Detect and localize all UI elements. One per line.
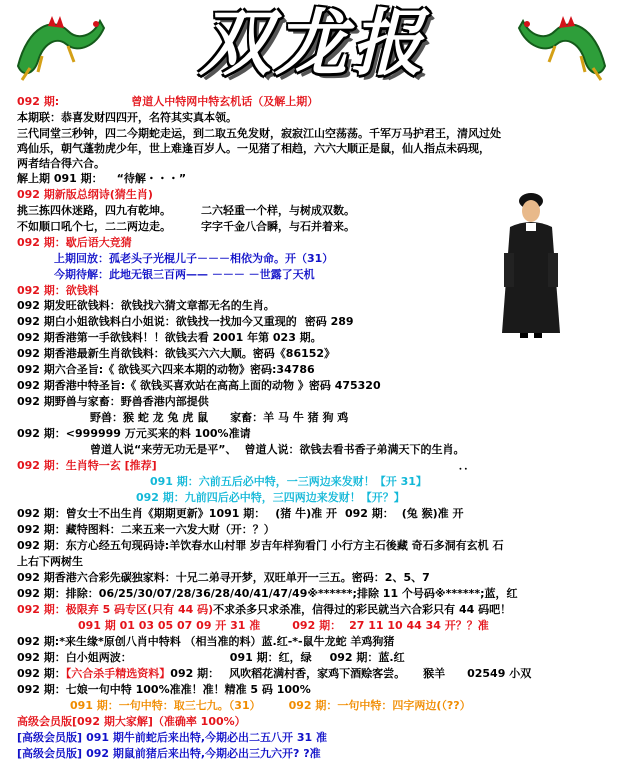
money-line-2: [17, 314, 354, 330]
verse-line-3: 两者结合得六合。: [17, 157, 105, 170]
ms-zeng-label: 092 期：: [344, 507, 394, 520]
one-sentence-current: 092 期：一句中特：四字两边(（??）: [288, 699, 471, 712]
issue-label: 092 期:: [17, 95, 60, 108]
beast-heading: 092 期野兽与家畜：野兽香港内部提供: [17, 395, 209, 408]
saying-a: 曾道人说“来劳无功无是平”、: [90, 443, 237, 456]
dots: ．．: [458, 459, 476, 472]
limit-current: 27 11 10 44 34 开？？准: [349, 619, 489, 632]
limit-line: [17, 602, 511, 618]
money-6-code: 密码 475320: [308, 379, 381, 392]
vip-text-1: 091 期牛前蛇后来出特,今期必出二五八开 31 准: [86, 731, 327, 744]
sutra-line-1: 092 期：东方心经五句现码诗:羊饮春水山村罪 岁吉年样狗看门 小行方主石後藏 奇石多洞有玄机 石: [17, 539, 504, 552]
sutra-line-2: 上右下两树生: [17, 555, 83, 568]
riddle-heading: 092 期：歇后语大竞猜: [17, 236, 132, 249]
vip-tag: [高级会员版]: [17, 731, 83, 744]
poem-1b: 二六轻重一个样，与树成双数。: [201, 204, 355, 217]
buy-text: <999999 万元买来的料 100%准请: [65, 427, 251, 440]
eight-zodiac-line: 092 期:*来生缘*原创八肖中特料 （相当准的料）蓝.红-*-鼠牛龙蛇 羊鸡狗猪: [17, 635, 395, 648]
poem-2a: 不如顺口吼个七，二二两边走。: [17, 220, 171, 233]
poem-2b: 字字千金八合瞬，与石并着来。: [201, 220, 355, 233]
dragon-icon: [8, 6, 108, 86]
ms-zeng-last: (猪 牛)准 开: [275, 507, 337, 520]
money-line-4: [17, 346, 335, 362]
last-issue-label: 解上期 091 期：: [17, 172, 103, 185]
money-line-5: [17, 362, 315, 378]
limit-title: 极限弃 5 码专区(只有 44 码): [65, 603, 214, 616]
money-4-code: 密码《86152》: [252, 347, 336, 360]
one-sentence-last: 091 期：一句中特：取三七九。（31）: [70, 699, 261, 712]
last-issue-answer: [17, 171, 186, 187]
exclusive-line: 092 期香港六合彩先碳独家料：十兄二弟寻开梦，双旺单开一三五。密码：2、5、7: [17, 571, 430, 584]
limit-current-label: 092 期：: [292, 619, 342, 632]
couplet-line: 本期联：恭喜发财四四开，名符其实真本领。: [17, 111, 237, 124]
money-heading: 092 期：欲钱料: [17, 284, 99, 297]
buy-label: 092 期：: [17, 427, 66, 440]
killer-issue: 092 期：: [170, 667, 220, 680]
killer-title: 【六合杀手精选资料】: [65, 667, 171, 680]
two-wave-last: 091 期：红，绿: [229, 651, 312, 664]
zodiac-current: 092 期：九前四后必中特，三四两边来发财！【开？】: [136, 491, 405, 504]
verse-line-2: 鸡仙乐，朝气蓬勃虎少年，世上难逢百岁人。一见猪了相趋，六六大顺正是鼠，仙人指点未码现，: [17, 142, 490, 155]
money-line-6: [17, 378, 381, 394]
riddle-current: [54, 267, 315, 283]
money-line-3: 092 期香港第一手欲钱料！！欲钱去看 2001 年第 023 期。: [17, 331, 322, 344]
riddle-current-label: 今期待解：: [54, 268, 109, 281]
ms-zeng-line: [17, 506, 463, 522]
vip-line-1: [17, 730, 327, 746]
saying-b: 曾道人说：欲钱去看书香子弟满天下的生肖。: [244, 443, 465, 456]
wild-animals: 野兽：猴 蛇 龙 兔 虎 鼠: [90, 411, 209, 424]
verse-line-1: 三代同堂三秒钟，四二今期蛇走运，到二取五免发财，寂寂江山空荡荡。千军万马护君王，清风过处: [17, 127, 501, 140]
poem-1a: 挑三拣四休迷路，四九有乾坤。: [17, 204, 171, 217]
vip-tag: [高级会员版]: [17, 747, 83, 760]
poem-heading: 092 期新版总纲诗(猜生肖): [17, 188, 153, 201]
money-line-1: 092 期发旺欲钱料：欲钱找六猜文章都无名的生肖。: [17, 299, 275, 312]
section-intro-heading: [17, 94, 318, 110]
riddle-last-text: 孤老头子光棍儿子－－－相依为命。开（31）: [109, 252, 334, 265]
saying-line: [90, 442, 464, 458]
money-4-text: 092 期香港最新生肖欲钱料：欲钱买六六大顺。: [17, 347, 253, 360]
money-5-code: 密码:34786: [250, 363, 315, 376]
killer-line: [17, 666, 531, 682]
money-5-text: 092 期六合圣旨:《 欲钱买六四来本期的动物》: [17, 363, 251, 376]
killer-number: 02549 小双: [467, 667, 532, 680]
one-sentence-line: [70, 698, 471, 714]
zodiac-heading-text: 092 期：生肖特一玄 [推荐]: [17, 459, 157, 472]
money-6-text: 092 期香港中特圣旨:《 欲钱买喜欢站在高高上面的动物 》: [17, 379, 309, 392]
seventh-lady-line: 092 期：七娘一句中特 100%准准！准！精准 5 码 100%: [17, 683, 311, 696]
poem-line-2: [17, 219, 355, 235]
killer-animals: 猴羊: [423, 667, 446, 680]
ms-zeng-text: 092 期：曾女士不出生肖《期期更新》1091 期：: [17, 507, 266, 520]
zodiac-last: 091 期：六前五后必中特，一三两边来发财！【开 31】: [150, 475, 427, 488]
vip-line-2: [17, 746, 321, 762]
limit-label: 092 期：: [17, 603, 66, 616]
hidden-chart-line: 092 期：藏特图料：二来五来一六发大财（开：？）: [17, 523, 275, 536]
last-issue-value: “待解・・・”: [116, 172, 187, 185]
riddle-last: [54, 251, 333, 267]
page-title: 双龙报: [198, 0, 427, 85]
killer-label: 092 期：: [17, 667, 66, 680]
exclude-line: 092 期：排除：06/25/30/07/28/36/28/40/41/47/49※******;排除 11 个号码※******;蓝，红: [17, 587, 518, 600]
two-wave-current: 092 期：蓝.红: [329, 651, 405, 664]
limit-results: [78, 618, 489, 634]
riddle-last-label: 上期回放：: [54, 252, 109, 265]
header-banner: [0, 0, 623, 92]
buy-line: [17, 426, 251, 442]
person-figure-icon: [496, 183, 566, 338]
intro-title: 曾道人中特网中特玄机话（及解上期）: [131, 95, 319, 108]
two-wave-label: 092 期：白小姐两波：: [17, 651, 132, 664]
zodiac-heading: [17, 458, 475, 474]
limit-text: 不求杀多只求杀准，信得过的彩民就当六合彩只有 44 码吧！: [213, 603, 512, 616]
ms-zeng-current: (兔 猴)准 开: [401, 507, 464, 520]
poem-line-1: [17, 203, 355, 219]
dragon-icon: [515, 6, 615, 86]
vip-heading: 高级会员版[092 期大家解]（准确率 100%）: [17, 715, 246, 728]
domestic-animals: 家畜：羊 马 牛 猪 狗 鸡: [230, 411, 349, 424]
money-2-text: 092 期白小姐欲钱料白小姐说：欲钱找一找加今又重现的: [17, 315, 297, 328]
limit-last: 091 期 01 03 05 07 09 开 31 准: [78, 619, 261, 632]
killer-poem: 风吹稻花满村香，家鸡下酒赊客尝。: [229, 667, 406, 680]
beast-list: [90, 410, 348, 426]
vip-text-2: 092 期鼠前猪后来出特,今期必出三九六开? ?准: [86, 747, 321, 760]
money-2-code: 密码 289: [304, 315, 354, 328]
riddle-current-text: 此地无银三百两—— －－－ －世露了天机: [109, 268, 315, 281]
two-wave-line: [17, 650, 405, 666]
